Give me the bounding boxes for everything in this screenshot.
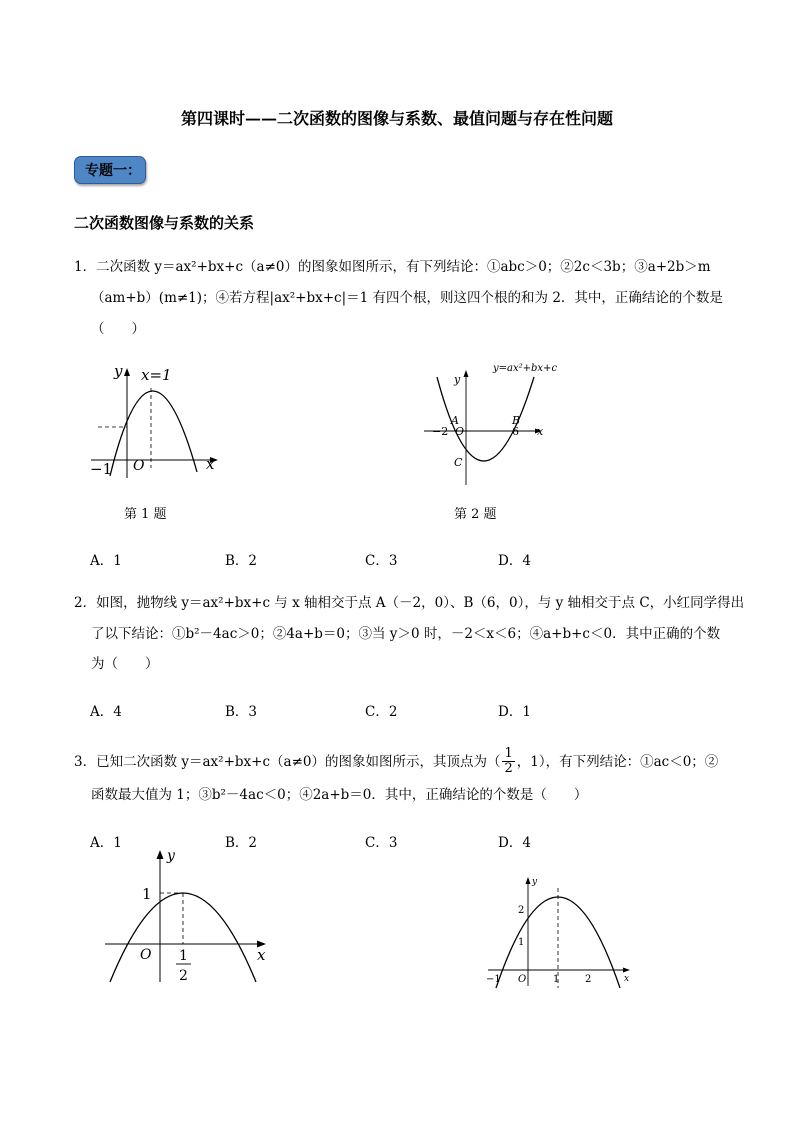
fig1-y-arrow <box>124 368 130 376</box>
fig1-caption: 第 1 题 <box>124 507 167 522</box>
q2-line-3: 为（ ） <box>91 656 159 672</box>
q1-option-a[interactable]: A．1 <box>90 553 122 569</box>
fig3-x-label: x <box>257 946 266 964</box>
figure-2 <box>420 355 580 490</box>
section-heading: 二次函数图像与系数的关系 <box>74 214 255 232</box>
fig4-y-arrow <box>526 877 531 884</box>
q3-line-1 <box>74 747 718 776</box>
q3-option-a[interactable]: A．1 <box>90 835 122 851</box>
fig2-point-a: A <box>451 414 459 427</box>
fig4-y-label: y <box>532 877 538 887</box>
fig3-half-num: 1 <box>179 948 188 964</box>
fig3-origin: O <box>140 947 152 963</box>
page-title: 第四课时——二次函数的图像与系数、最值问题与存在性问题 <box>180 109 613 128</box>
q1-option-c[interactable]: C．3 <box>365 553 398 569</box>
topic-badge: 专题一： <box>74 156 146 184</box>
fig1-parabola <box>110 391 197 476</box>
q1-line-3: （ ） <box>91 321 145 337</box>
fig4-y2-label: 2 <box>518 905 525 916</box>
fig2-function-label: y=ax²+bx+c <box>493 363 558 374</box>
fig1-x-label: x <box>206 455 215 473</box>
fig4-x-label: x <box>624 974 630 984</box>
q3-frac-num: 1 <box>504 746 513 761</box>
q2-line-1: 2．如图，抛物线 y＝ax²+bx+c 与 x 轴相交于点 A（－2，0）、B（6，0），与 y 轴相交于点 C，小红同学得出 <box>74 595 745 611</box>
fig3-y-arrow <box>157 850 164 859</box>
q1-option-d[interactable]: D．4 <box>498 553 531 569</box>
fig2-six-label: 6 <box>512 425 519 438</box>
q3-frac-den: 2 <box>504 761 513 776</box>
fig2-point-c: C <box>454 456 463 469</box>
q2-option-b[interactable]: B．3 <box>225 704 258 720</box>
fig4-x1-label: 1 <box>553 974 560 985</box>
fig2-point-b: B <box>512 414 521 427</box>
q1-line-1: 1．二次函数 y＝ax²+bx+c（a≠0）的图象如图所示，有下列结论：①abc＞0；②2c＜3b；③a+2b＞m <box>74 259 711 275</box>
q1-option-b[interactable]: B．2 <box>225 553 258 569</box>
fig1-origin-label: O <box>133 458 145 474</box>
q3-option-d[interactable]: D．4 <box>498 835 531 851</box>
q3-fraction <box>502 747 514 776</box>
fig3-y-label: y <box>167 848 175 864</box>
fig2-origin: O <box>455 425 465 438</box>
fig4-x2-label: 2 <box>585 974 592 985</box>
q3-line-1-post: ，1），有下列结论：①ac＜0；② <box>516 753 719 770</box>
figure-3 <box>100 842 275 987</box>
fig4-origin: O <box>518 974 527 985</box>
fig4-neg1-label: −1 <box>486 974 501 985</box>
q3-option-c[interactable]: C．3 <box>365 835 398 851</box>
fig3-half-den: 2 <box>179 968 188 984</box>
q1-line-2: （am+b）(m≠1)；④若方程|ax²+bx+c|＝1 有四个根，则这四个根的和为 2．其中，正确结论的个数是 <box>91 290 723 306</box>
fig2-y-arrow <box>464 370 469 377</box>
fig4-y1-label: 1 <box>518 937 525 948</box>
fig1-y-label: y <box>114 362 123 380</box>
fig3-one-label: 1 <box>142 885 152 903</box>
q2-option-d[interactable]: D．1 <box>498 704 531 720</box>
fig1-root-label: −1 <box>90 460 113 478</box>
q3-option-b[interactable]: B．2 <box>225 835 258 851</box>
q3-line-2: 函数最大值为 1；③b²－4ac＜0；④2a+b＝0．其中，正确结论的个数是（ ） <box>91 787 588 803</box>
q2-line-2: 了以下结论：①b²－4ac＞0；②4a+b＝0；③当 y＞0 时，－2＜x＜6；④a+b+c＜0．其中正确的个数 <box>91 626 721 642</box>
fig2-x-label: x <box>537 425 544 438</box>
figure-1 <box>86 360 226 480</box>
fig2-y-label: y <box>454 373 461 386</box>
q2-option-c[interactable]: C．2 <box>365 704 398 720</box>
q2-option-a[interactable]: A．4 <box>90 704 122 720</box>
fig2-caption: 第 2 题 <box>454 507 497 522</box>
q3-line-1-pre: 3．已知二次函数 y＝ax²+bx+c（a≠0）的图象如图所示，其顶点为（ <box>74 753 501 770</box>
fig1-symmetry-label: x=1 <box>141 366 172 384</box>
fig4-x-arrow <box>623 968 630 973</box>
figure-4 <box>480 870 635 990</box>
fig2-neg2-label: −2 <box>432 425 449 438</box>
